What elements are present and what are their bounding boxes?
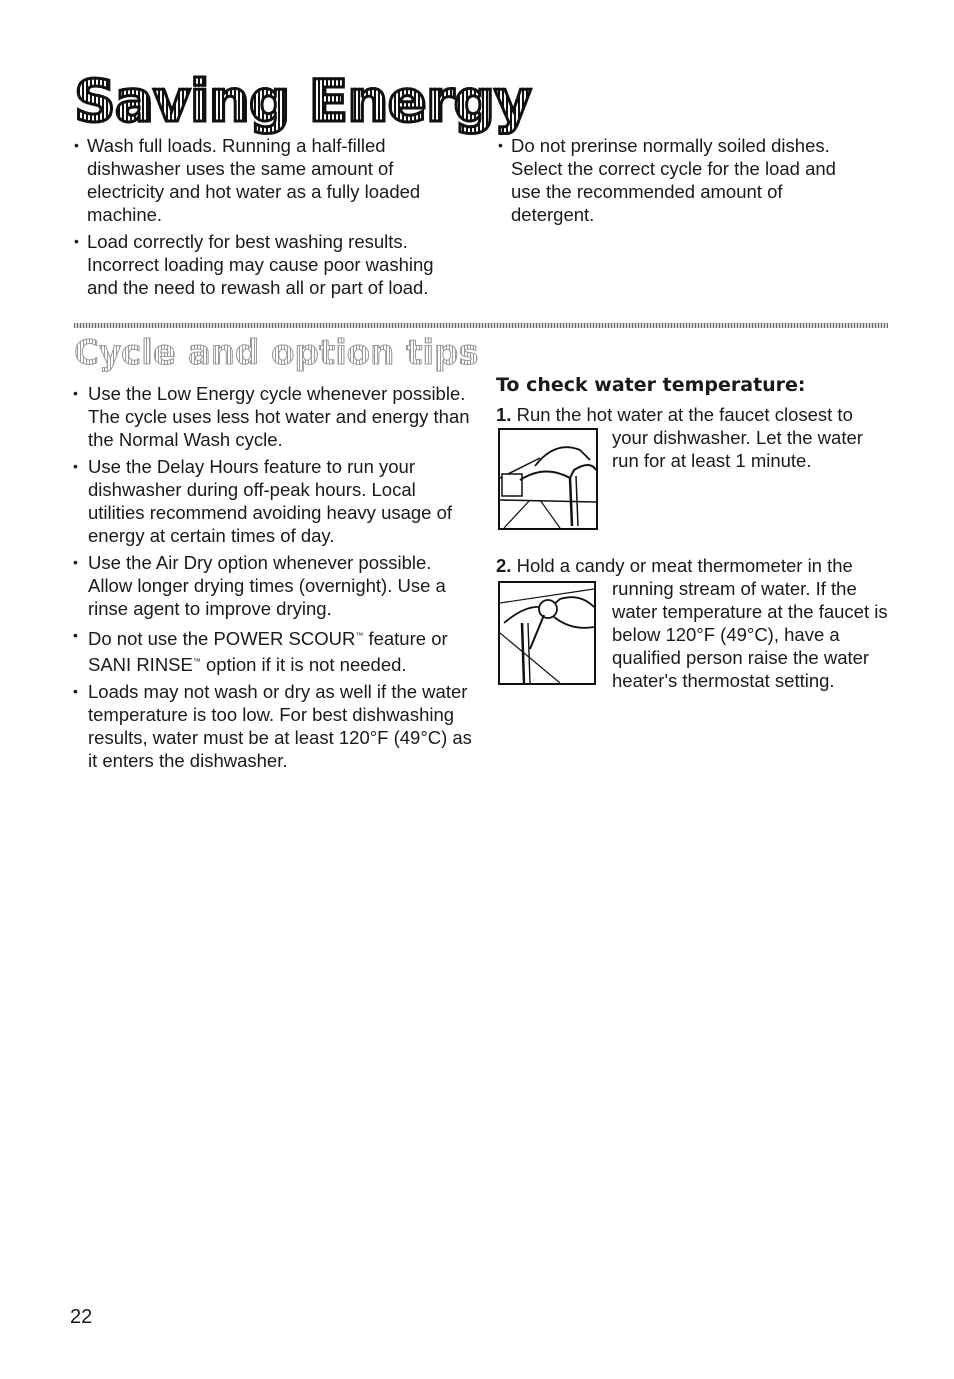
page-number: 22 [70, 1306, 93, 1328]
list-item: • Use the Air Dry option whenever possible. Allow longer drying times (overnight). Use a rinse agent to improve drying. [72, 551, 477, 620]
list-item: • Wash full loads. Running a half-filled dishwasher uses the same amount of electricity and hot water as a fully loaded machine. [74, 134, 464, 226]
list-item: • Loads may not wash or dry as well if the water temperature is too low. For best dishwashing results, water must be at least 120°F (49°C) as it enters the dishwasher. [72, 680, 477, 772]
faucet-illustration-icon [498, 428, 598, 530]
section-heading: Cycle and option tips [74, 333, 479, 373]
page-title: Saving Energy [74, 67, 531, 135]
list-item: • Use the Delay Hours feature to run your dishwasher during off-peak hours. Local utilities recommend avoiding heavy usage of energy at certain times of day. [72, 455, 477, 547]
step-2-first-line: 2. Hold a candy or meat thermometer in the [496, 555, 853, 576]
step-1-first-line: 1. Run the hot water at the faucet closest to [496, 404, 853, 425]
tips-list [72, 382, 477, 776]
section-divider [74, 323, 888, 328]
step-2-text: running stream of water. If the water temperature at the faucet is below 120°F (49°C), have a qualified person raise the water heater's thermostat setting. [612, 578, 888, 691]
subsection-heading: To check water temperature: [496, 374, 806, 396]
intro-list-right [498, 134, 868, 230]
list-item: • Load correctly for best washing results. Incorrect loading may cause poor washing and the need to rewash all or part of load. [74, 230, 464, 299]
intro-list-left [74, 134, 464, 303]
list-item: • Do not use the POWER SCOUR™ feature or SANI RINSE™ option if it is not needed. [72, 624, 477, 676]
step-1-text: your dishwasher. Let the water run for at least 1 minute. [612, 427, 863, 471]
list-item: • Do not prerinse normally soiled dishes. Select the correct cycle for the load and use the recommended amount of detergent. [498, 134, 868, 226]
thermometer-illustration-icon [498, 581, 596, 685]
list-item: • Use the Low Energy cycle whenever possible. The cycle uses less hot water and energy than the Normal Wash cycle. [72, 382, 477, 451]
